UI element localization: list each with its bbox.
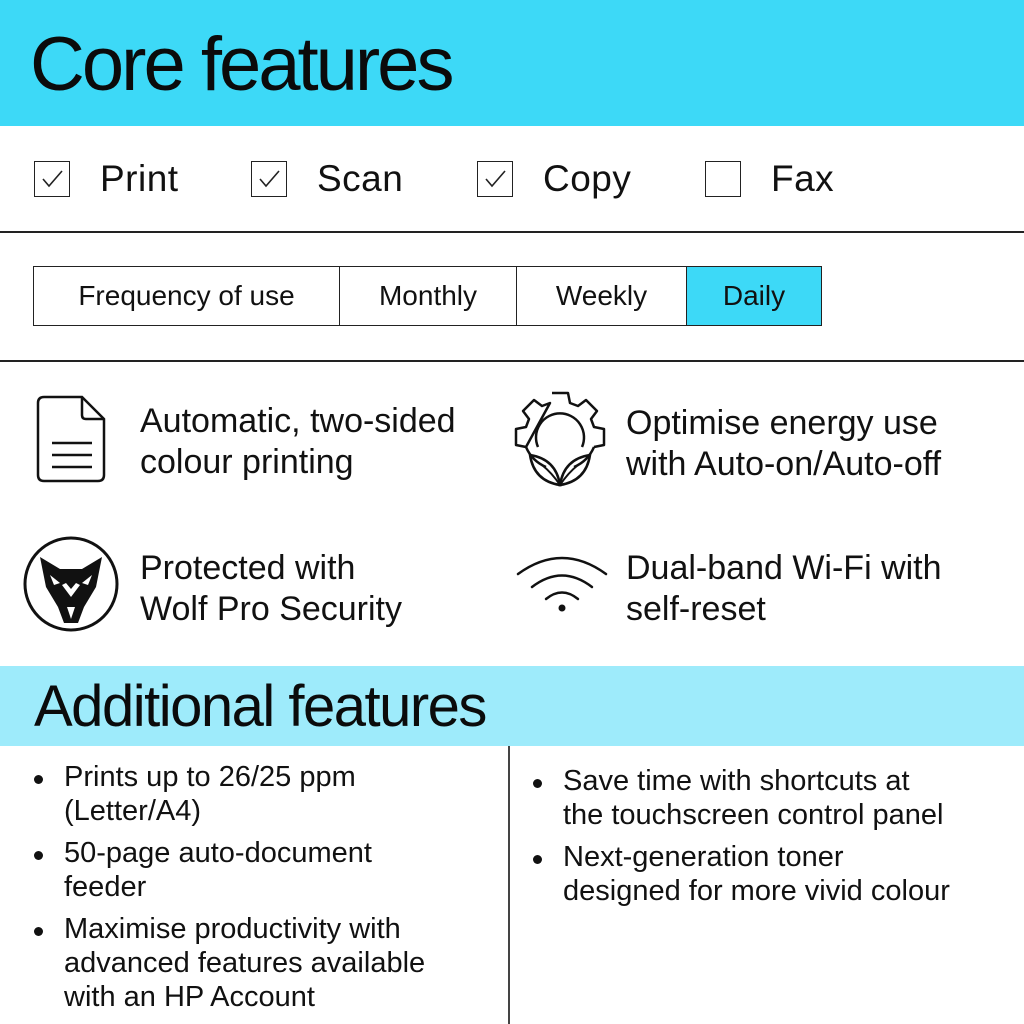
function-label-print: Print: [100, 158, 179, 199]
feature-text-line: self-reset: [626, 590, 766, 628]
list-item-line: designed for more vivid colour: [563, 875, 950, 907]
fax-checkbox: [705, 161, 741, 197]
divider-top: [0, 231, 1024, 233]
list-item-line: Next-generation toner: [563, 841, 844, 873]
additional-features-title: Additional features: [34, 674, 486, 739]
frequency-option-daily: Daily: [686, 267, 821, 325]
column-divider: [508, 746, 510, 1024]
function-scan: [251, 159, 403, 199]
frequency-option-monthly: Monthly: [339, 267, 516, 325]
feature-text-line: Automatic, two-sided: [140, 402, 456, 440]
core-features-title: Core features: [30, 22, 452, 107]
list-item: [34, 836, 504, 904]
list-item-line: Save time with shortcuts at: [563, 765, 910, 797]
divider-middle: [0, 360, 1024, 362]
scan-checkbox: [251, 161, 287, 197]
energy-gear-leaf-icon: [512, 389, 608, 489]
list-item-line: 50-page auto-document: [64, 837, 372, 869]
copy-checkbox: [477, 161, 513, 197]
wifi-icon: [514, 552, 610, 614]
feature-text-line: colour printing: [140, 443, 354, 481]
document-icon: [36, 395, 108, 483]
check-icon: [252, 162, 286, 196]
list-item: [34, 912, 504, 1014]
function-label-copy: Copy: [543, 158, 632, 199]
list-item-line: the touchscreen control panel: [563, 799, 944, 831]
additional-features-header: [0, 666, 1024, 746]
frequency-of-use-scale: [33, 266, 822, 326]
feature-text-line: Dual-band Wi-Fi with: [626, 549, 942, 587]
function-label-fax: Fax: [771, 158, 835, 199]
list-item-line: advanced features available: [64, 947, 426, 979]
list-item: [533, 840, 1023, 908]
list-item-line: (Letter/A4): [64, 795, 201, 827]
function-copy: [477, 159, 631, 199]
list-item-line: with an HP Account: [64, 981, 315, 1013]
list-item-line: Prints up to 26/25 ppm: [64, 761, 356, 793]
check-icon: [478, 162, 512, 196]
additional-features-right-list: [533, 764, 1023, 916]
frequency-option-weekly: Weekly: [516, 267, 686, 325]
core-features-header: [0, 0, 1024, 126]
feature-text-line: Optimise energy use: [626, 404, 938, 442]
feature-text-line: Wolf Pro Security: [140, 590, 403, 628]
check-icon: [35, 162, 69, 196]
list-item-line: Maximise productivity with: [64, 913, 401, 945]
list-item: [34, 760, 504, 828]
list-item-line: feeder: [64, 871, 147, 903]
function-print: [34, 159, 179, 199]
functions-row: [0, 126, 1024, 232]
feature-text-line: Protected with: [140, 549, 356, 587]
additional-features-left-list: [34, 760, 504, 1022]
wolf-security-icon: [22, 535, 120, 633]
print-checkbox: [34, 161, 70, 197]
frequency-label: Frequency of use: [78, 280, 295, 311]
function-label-scan: Scan: [317, 158, 404, 199]
feature-text-line: with Auto-on/Auto-off: [626, 445, 942, 483]
function-fax: [705, 159, 834, 199]
list-item: [533, 764, 1023, 832]
